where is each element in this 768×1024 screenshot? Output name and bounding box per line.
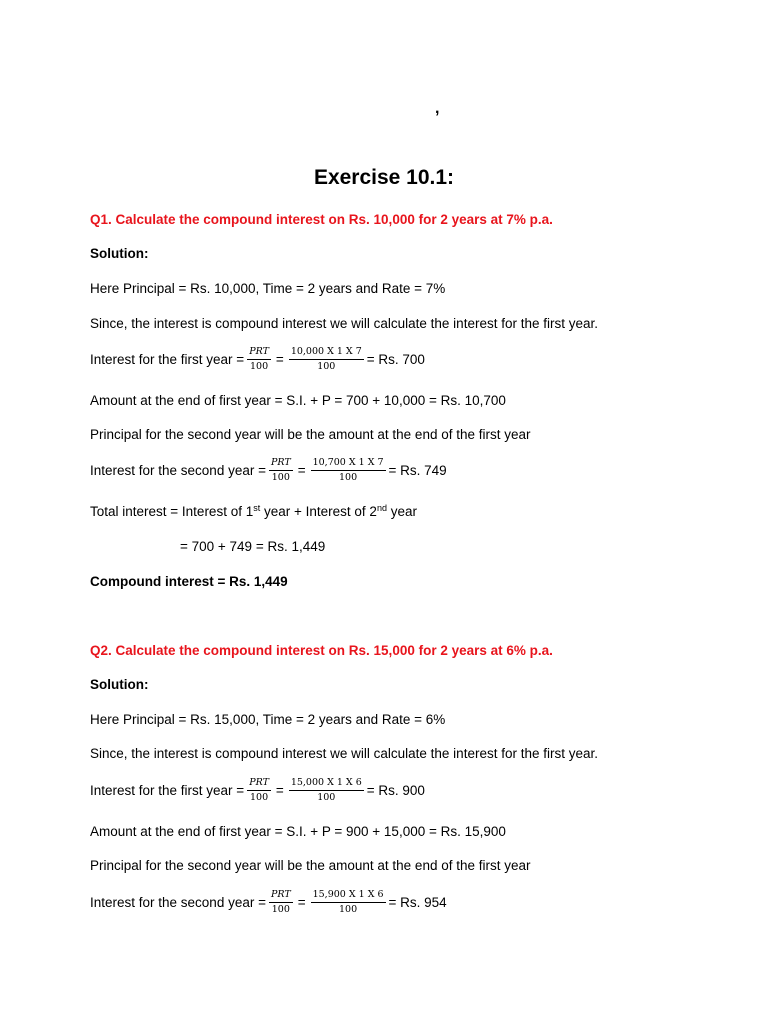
page-title: Exercise 10.1: — [313, 166, 455, 189]
q1-since: Since, the interest is compound interest we will calculate the interest for the first year. — [90, 316, 598, 331]
q1-first-year-label: Interest for the first year = — [90, 351, 245, 367]
q1-question: Q1. Calculate the compound interest on Rs. 10,000 for 2 years at 7% p.a. — [90, 212, 553, 227]
q2-principal-second-year: Principal for the second year will be the amount at the end of the first year — [90, 858, 531, 873]
q2-question: Q2. Calculate the compound interest on Rs. 15,000 for 2 years at 6% p.a. — [90, 643, 553, 658]
q1-first-year-equation — [90, 346, 425, 373]
fraction-numerator: PRT — [247, 777, 271, 791]
fraction-numerator: 15,000 X 1 X 6 — [289, 777, 364, 791]
q1-first-year-result: = Rs. 700 — [366, 351, 425, 367]
fraction-denominator: 100 — [317, 361, 336, 372]
fraction-denominator: 100 — [249, 361, 269, 372]
q2-since: Since, the interest is compound interest we will calculate the interest for the first year. — [90, 746, 598, 761]
fraction-denominator: 100 — [338, 904, 358, 915]
q2-second-year-equation — [90, 889, 447, 916]
fraction-numerator: 15,900 X 1 X 6 — [311, 889, 386, 903]
equals-sign: = — [275, 782, 284, 798]
equals-sign: = — [297, 894, 306, 910]
q1-solution-label: Solution: — [90, 246, 149, 261]
q1-first-year-formula-fraction — [247, 346, 271, 373]
q2-second-year-label: Interest for the second year = — [90, 894, 266, 910]
q1-principal-second-year: Principal for the second year will be the amount at the end of the first year — [90, 427, 531, 442]
q2-second-year-result: = Rs. 954 — [388, 894, 447, 910]
q2-second-year-values-fraction — [311, 889, 386, 916]
q1-second-year-result: = Rs. 749 — [388, 462, 447, 478]
fraction-numerator: PRT — [269, 457, 293, 471]
q2-first-year-result: = Rs. 900 — [366, 782, 425, 798]
q2-second-year-formula-fraction — [269, 889, 293, 916]
total-text-part: year + Interest of 2 — [260, 504, 377, 519]
equals-sign: = — [275, 351, 284, 367]
ordinal-superscript: nd — [376, 503, 387, 513]
fraction-numerator: PRT — [269, 889, 293, 903]
ordinal-superscript: st — [253, 503, 261, 513]
q2-first-year-values-fraction — [289, 777, 364, 804]
q1-first-year-values-fraction — [289, 346, 364, 373]
q2-first-year-equation — [90, 777, 425, 804]
fraction-denominator: 100 — [249, 792, 269, 803]
q1-total-interest — [90, 503, 417, 521]
fraction-denominator: 100 — [338, 472, 358, 483]
fraction-numerator: PRT — [247, 346, 271, 360]
q1-given: Here Principal = Rs. 10,000, Time = 2 years and Rate = 7% — [90, 281, 446, 296]
q2-solution-label: Solution: — [90, 677, 149, 692]
total-text-part: year — [386, 504, 417, 519]
q2-given: Here Principal = Rs. 15,000, Time = 2 years and Rate = 6% — [90, 712, 446, 727]
fraction-denominator: 100 — [317, 792, 336, 803]
q1-second-year-label: Interest for the second year = — [90, 462, 266, 478]
q2-first-year-formula-fraction — [247, 777, 271, 804]
total-text-part: Total interest = Interest of 1 — [90, 504, 254, 519]
stray-comma: , — [435, 100, 440, 117]
q1-amount-first-year: Amount at the end of first year = S.I. + P = 700 + 10,000 = Rs. 10,700 — [90, 393, 506, 408]
q1-answer: Compound interest = Rs. 1,449 — [90, 574, 288, 589]
fraction-numerator: 10,700 X 1 X 7 — [311, 457, 386, 471]
q2-amount-first-year: Amount at the end of first year = S.I. + P = 900 + 15,000 = Rs. 15,900 — [90, 824, 506, 839]
fraction-denominator: 100 — [271, 904, 290, 915]
equals-sign: = — [297, 462, 306, 478]
fraction-numerator: 10,000 X 1 X 7 — [289, 346, 364, 360]
q1-second-year-values-fraction — [311, 457, 386, 484]
q2-first-year-label: Interest for the first year = — [90, 782, 245, 798]
fraction-denominator: 100 — [271, 472, 290, 483]
q1-second-year-equation — [90, 457, 447, 484]
q1-second-year-formula-fraction — [269, 457, 293, 484]
q1-total-calculation: = 700 + 749 = Rs. 1,449 — [180, 539, 326, 554]
